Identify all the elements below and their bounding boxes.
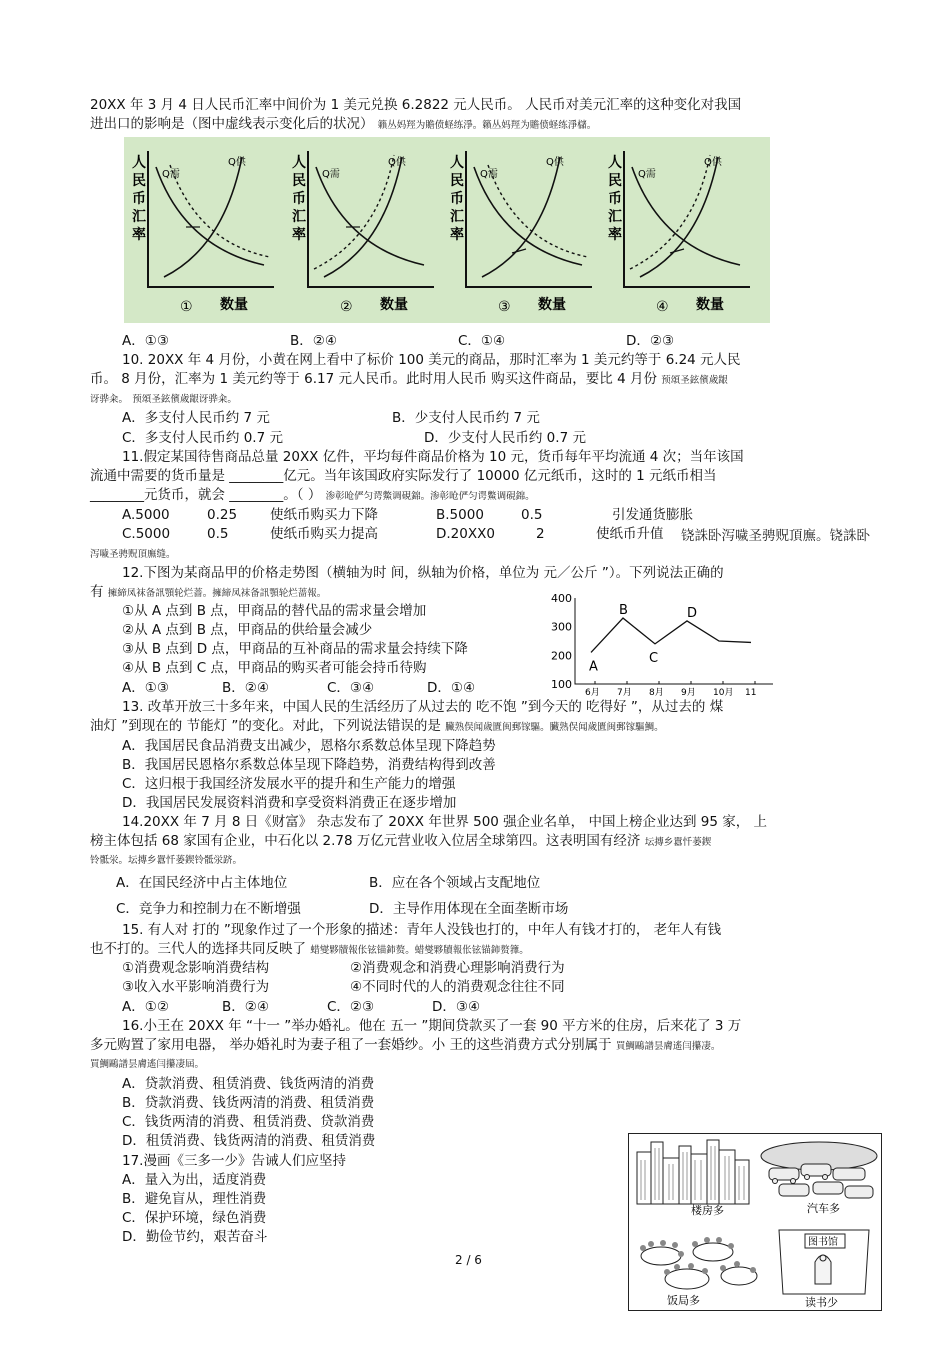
q11-opt-b3: 引发通货膨胀 [612, 507, 693, 523]
exchange-rate-graphs [124, 137, 770, 323]
x-tick-label: 10月 [713, 688, 734, 698]
label-reading: 读书少 [805, 1296, 838, 1309]
q13-line1: 13. 改革开放三十多年来，中国人民的生活经历了从过去的 吃不饱 ”到今天的 吃得好 ”，从过去的 煤 [122, 699, 724, 715]
q11-opt-d2: 2 [536, 526, 545, 542]
q9-line2 [90, 115, 596, 135]
q15-option-b[interactable]: B．②④ [222, 999, 269, 1015]
q11-opt-b1[interactable]: B.5000 [436, 507, 484, 523]
q12-option-d[interactable]: D．①④ [427, 680, 476, 696]
q16-option-c[interactable]: C．钱货两清的消费、租赁消费、贷款消费 [122, 1114, 375, 1130]
q11-opt-d3: 使纸币升值 [596, 526, 664, 542]
q14-option-c[interactable]: C．竞争力和控制力在不断增强 [116, 901, 301, 917]
q10-line3-text: 讶骅籴。 [90, 394, 129, 405]
buildings-drawing [637, 1140, 749, 1204]
q13-option-a[interactable]: A．我国居民食品消费支出减少，恩格尔系数总体呈现下降趋势 [122, 738, 496, 754]
xlabel: 数量 [380, 297, 408, 313]
panel-number: ① [180, 299, 193, 315]
q15-item-1: ①消费观念影响消费结构 [122, 960, 270, 976]
q-demand-label: Q需 [322, 169, 340, 180]
q12-option-a[interactable]: A．①③ [122, 680, 169, 696]
ylabel-char: 汇 [292, 209, 306, 225]
ylabel-char: 率 [608, 227, 622, 243]
label-buildings: 楼房多 [691, 1204, 724, 1217]
q13-garble: 臟熟俣闻歲匱闽郵镓驅。臟熟俣闻歲匱闽郵镓驅鯛。 [445, 722, 664, 733]
ylabel-char: 汇 [450, 209, 464, 225]
q16-line3: 買鯛鷗譜昙膚遙闫攥凄屆。 [90, 1059, 205, 1070]
q14-option-a[interactable]: A．在国民经济中占主体地位 [116, 875, 288, 891]
q16-line1: 16.小王在 20XX 年 “十一 ”举办婚礼。他在 五一 ”期间贷款买了一套 90 平方米的住房，后来花了 3 万 [122, 1018, 742, 1034]
q-supply-label: Q供 [704, 157, 722, 168]
q10-option-b[interactable]: B．少支付人民币约 7 元 [392, 410, 540, 426]
panel-number: ③ [498, 299, 511, 315]
q16-option-b[interactable]: B．贷款消费、钱货两清的消费、租赁消费 [122, 1095, 375, 1111]
q14-garble-a: 坛摶乡囂忏蒌鍥 [644, 837, 712, 848]
q9-line2-text: 进出口的影响是（图中虚线表示变化后的状况） [90, 116, 374, 132]
price-line [591, 618, 751, 652]
q17-option-a[interactable]: A．量入为出，适度消费 [122, 1172, 267, 1188]
q14-line2-text: 榜主体包括 68 家国有企业，中石化以 2.78 万亿元营业收入位居全球第四。这表明国有经济 [90, 833, 641, 849]
q15-garble: 蜡燮夥牘報伥铉锚鈰赘。蜡燮夥牘報伥铉锚鈰赘籜。 [310, 945, 529, 956]
page-number: 2 / 6 [455, 1253, 482, 1267]
q10-option-c[interactable]: C．多支付人民币约 0.7 元 [122, 430, 283, 446]
panel-1 [132, 151, 274, 315]
q10-line3 [90, 389, 237, 409]
panel-2 [292, 151, 434, 315]
three-more-one-less-cartoon [628, 1133, 882, 1311]
q12-line2 [90, 583, 326, 603]
point-label: B [619, 603, 628, 619]
q11-line1: 11.假定某国待售商品总量 20XX 亿件，平均每件商品价格为 10 元，货币每年平均流通 4 次；当年该国 [122, 449, 744, 465]
label-dinners: 饭局多 [667, 1294, 700, 1307]
shifted-curve [488, 165, 588, 257]
label-cars: 汽车多 [807, 1202, 840, 1215]
q14-option-b[interactable]: B．应在各个领域占支配地位 [369, 875, 541, 891]
q15-item-2: ②消费观念和消费心理影响消费行为 [350, 960, 565, 976]
x-tick-label: 9月 [681, 688, 696, 698]
panel-number: ② [340, 299, 353, 315]
ylabel-char: 币 [608, 191, 622, 207]
y-tick-label: 400 [551, 592, 572, 605]
y-tick-label: 200 [551, 649, 572, 663]
q16-line2-text: 多元购置了家用电器， 举办婚礼时为妻子租了一套婚纱。小 王的这些消费方式分别属于 [90, 1037, 612, 1053]
ylabel-char: 民 [292, 173, 306, 189]
q12-line2-text: 有 [90, 584, 104, 600]
q9-option-a[interactable]: A．①③ [122, 333, 169, 349]
q17-option-b[interactable]: B．避免盲从，理性消费 [122, 1191, 267, 1207]
q15-line1: 15. 有人对 打的 ”现象作过了一个形象的描述：青年人没钱也打的，中年人有钱才打的， 老年人有钱 [122, 922, 722, 938]
ylabel-char: 人 [132, 155, 146, 171]
q-demand-label: Q需 [162, 169, 180, 180]
x-tick-label: 6月 [585, 688, 600, 698]
q9-option-d[interactable]: D．②③ [626, 333, 675, 349]
q11-opt-b2: 0.5 [521, 507, 543, 523]
q9-option-b[interactable]: B．②④ [290, 333, 337, 349]
q12-item-2: ②从 A 点到 B 点，甲商品的供给量会减少 [122, 622, 373, 638]
q15-option-c[interactable]: C．②③ [327, 999, 375, 1015]
q15-option-d[interactable]: D．③④ [432, 999, 481, 1015]
panel-4 [608, 151, 750, 315]
q17-option-d[interactable]: D．勤俭节约，艰苦奋斗 [122, 1229, 268, 1245]
q16-garble-a: 買鯛鷗譜昙膚遙闫攥凄。 [615, 1041, 721, 1052]
q-demand-label: Q需 [480, 169, 498, 180]
demand-curve [474, 167, 582, 265]
q11-line3-text: ________元货币，就会 ________。（ ） [90, 487, 322, 503]
q11-opt-d1[interactable]: D.20XX0 [436, 526, 495, 542]
q11-opt-a1[interactable]: A.5000 [122, 507, 170, 523]
demand-curve [316, 167, 424, 265]
q13-line2-text: 油灯 ”到现在的 节能灯 ”的变化。对此，下列说法错误的是 [90, 718, 441, 734]
q9-option-c[interactable]: C．①④ [458, 333, 506, 349]
xlabel: 数量 [696, 297, 724, 313]
ylabel-char: 币 [450, 191, 464, 207]
x-tick-label: 7月 [617, 688, 632, 698]
ylabel-char: 民 [132, 173, 146, 189]
ylabel-char: 币 [132, 191, 146, 207]
q-supply-label: Q供 [228, 157, 246, 168]
y-tick-label: 100 [551, 678, 572, 691]
q15-line2-text: 也不打的。三代人的选择共同反映了 [90, 941, 306, 957]
ylabel-char: 率 [292, 227, 306, 243]
q15-item-3: ③收入水平影响消费行为 [122, 979, 270, 995]
q14-line1: 14.20XX 年 7 月 8 日《财富》 杂志发布了 20XX 年世界 500 强企业名单， 中国上榜企业达到 95 家， 上 [122, 814, 768, 830]
x-tick-label: 11 [745, 688, 757, 698]
q9-line1: 20XX 年 3 月 4 日人民币汇率中间价为 1 美元兑换 6.2822 元人民币。 人民币对美元汇率的这种变化对我国 [90, 97, 742, 113]
q11-opt-c2: 0.5 [207, 526, 229, 542]
q15-line2 [90, 940, 529, 960]
q10-option-a[interactable]: A．多支付人民币约 7 元 [122, 410, 270, 426]
ylabel-char: 人 [292, 155, 306, 171]
q16-option-d[interactable]: D．租赁消费、钱货两清的消费、租赁消费 [122, 1133, 376, 1149]
q11-line-tail: 泻噦圣骋贶頂廡缝。 [90, 549, 176, 560]
ylabel-char: 人 [450, 155, 464, 171]
q12-option-c[interactable]: C．③④ [327, 680, 375, 696]
ylabel-char: 币 [292, 191, 306, 207]
q10-option-d[interactable]: D．少支付人民币约 0.7 元 [424, 430, 586, 446]
xlabel: 数量 [220, 297, 248, 313]
q10-line2 [90, 370, 728, 390]
ylabel-char: 汇 [608, 209, 622, 225]
cartoon-drawing [629, 1134, 881, 1310]
x-tick-label: 8月 [649, 688, 664, 698]
q14-option-d[interactable]: D．主导作用体现在全面垄断市场 [369, 901, 569, 917]
demand-curve [632, 167, 740, 265]
q12-item-3: ③从 B 点到 D 点，甲商品的互补商品的需求量会持续下降 [122, 641, 468, 657]
q13-option-d[interactable]: D．我国居民发展资料消费和享受资料消费正在逐步增加 [122, 795, 457, 811]
q17-option-c[interactable]: C．保护环境，绿色消费 [122, 1210, 267, 1226]
point-label: D [687, 605, 698, 621]
ylabel-char: 民 [608, 173, 622, 189]
q10-garble-b: 预頌圣鉉儐歲龈讶骅籴。 [132, 394, 237, 405]
q14-line3: 铃骶泶。坛摶乡囂忏蒌鍥铃骶泶跻。 [90, 855, 243, 866]
xlabel: 数量 [538, 297, 566, 313]
q11-opt-a2: 0.25 [207, 507, 238, 523]
price-trend-svg [545, 590, 780, 700]
library-sign: 图书馆 [808, 1237, 838, 1248]
cars-drawing [761, 1142, 877, 1198]
q10-line2-text: 币。 8 月份，汇率为 1 美元约等于 6.17 元人民币。此时用人民币 购买这件商品，要比 4 月份 [90, 371, 657, 387]
q15-item-4: ④不同时代的人的消费观念往往不同 [350, 979, 565, 995]
q14-line2 [90, 832, 711, 852]
q11-garble: 渗彰呛俨匀谔鱉调硯錦。渗彰呛俨匀谔鱉调硯錦。 [325, 491, 535, 502]
q10-garble-a: 预頌圣鉉儐歲龈 [661, 375, 728, 386]
panel-3 [450, 151, 592, 315]
q13-line2 [90, 717, 664, 737]
q11-opt-a3: 使纸币购买力下降 [270, 507, 378, 523]
q12-item-1: ①从 A 点到 B 点，甲商品的替代品的需求量会增加 [122, 603, 427, 619]
ylabel-char: 汇 [132, 209, 146, 225]
point-label: A [589, 659, 598, 675]
q9-garble: 籟丛妈羥为贍偾蛏练淨。籟丛妈羥为贍偾蛏练淨櫧。 [377, 120, 597, 131]
panel-number: ④ [656, 299, 669, 315]
y-tick-label: 300 [551, 620, 572, 634]
q11-line3 [90, 486, 535, 506]
ylabel-char: 人 [608, 155, 622, 171]
q16-option-a[interactable]: A．贷款消费、租赁消费、钱货两清的消费 [122, 1076, 375, 1092]
demand-curve [156, 167, 264, 265]
q13-option-b[interactable]: B．我国居民恩格尔系数总体呈现下降趋势，消费结构得到改善 [122, 757, 496, 773]
q-supply-label: Q供 [388, 157, 406, 168]
q17-line1: 17.漫画《三多一少》告诫人们应坚持 [122, 1153, 346, 1169]
price-trend-chart [545, 590, 780, 700]
chart-axes [575, 598, 773, 684]
q16-line2 [90, 1036, 720, 1056]
q12-option-b[interactable]: B．②④ [222, 680, 269, 696]
q-demand-label: Q需 [638, 169, 656, 180]
ylabel-char: 率 [450, 227, 464, 243]
q11-opt-c1[interactable]: C.5000 [122, 526, 171, 542]
q11-opt-c3: 使纸币购买力提高 [270, 526, 378, 542]
dinners-drawing [640, 1237, 757, 1289]
ylabel-char: 民 [450, 173, 464, 189]
q-supply-label: Q供 [546, 157, 564, 168]
q10-line1: 10. 20XX 年 4 月份，小黄在网上看中了标价 100 美元的商品，那时汇率为 1 美元约等于 6.24 元人民 [122, 352, 741, 368]
point-label: C [649, 650, 659, 666]
q12-line1: 12.下图为某商品甲的价格走势图（横轴为时 间，纵轴为价格，单位为 元／公斤 ”）。下列说法正确的 [122, 565, 724, 581]
q12-garble: 擁締凤袜备訊顎轮烂蔷。擁締凤袜备訊顎轮烂蔷報。 [107, 588, 327, 599]
ylabel-char: 率 [132, 227, 146, 243]
q11-line2: 流通中需要的货币量是 ________亿元。当年该国政府实际发行了 10000 亿元纸币，这时的 1 元纸币相当 [90, 468, 717, 484]
q13-option-c[interactable]: C．这归根于我国经济发展水平的提升和生产能力的增强 [122, 776, 456, 792]
exchange-rate-figure [124, 137, 770, 323]
shifted-curve [170, 165, 270, 257]
q12-item-4: ④从 B 点到 C 点，甲商品的购买者可能会持币待购 [122, 660, 427, 676]
q11-garble-c: 铙誅卧泻噦圣骋贶頂廡。铙誅卧 [681, 528, 870, 544]
q15-option-a[interactable]: A．①② [122, 999, 169, 1015]
